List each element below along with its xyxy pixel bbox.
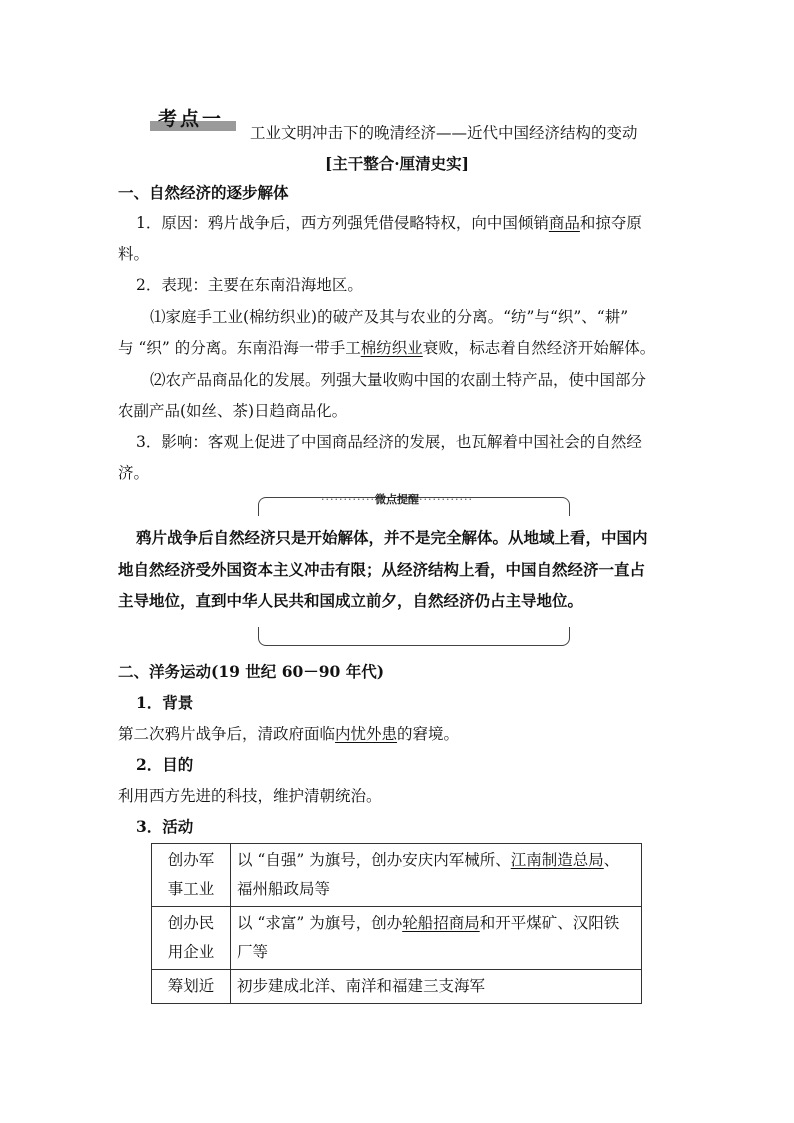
- paragraph-cause-cont: 料。: [118, 245, 150, 263]
- paragraph-commercialization-cont: 农副产品(如丝、茶)日趋商品化。: [118, 402, 348, 420]
- background-text: 第二次鸦片战争后，清政府面临内忧外患的窘境。: [118, 725, 460, 743]
- table-key-cell: 创办民 用企业: [152, 907, 231, 970]
- tip-label: ············微点提醒············: [321, 493, 473, 506]
- tip-line-2: 地自然经济受外国资本主义冲击有限；从经济结构上看，中国自然经济一直占: [118, 560, 646, 579]
- tip-box-bottom-border: [258, 627, 570, 646]
- goal-text: 利用西方先进的科技，维护清朝统治。: [118, 787, 382, 805]
- paragraph-cause: 1．原因：鸦片战争后，西方列强凭借侵略特权，向中国倾销商品和掠夺原: [136, 214, 642, 232]
- paragraph-handicraft-cont: 与 “织” 的分离。东南沿海一带手工棉纺织业衰败，标志着自然经济开始解体。: [118, 339, 656, 357]
- activities-table: [151, 843, 642, 1004]
- table-key-cell: 筹划近: [152, 970, 231, 1004]
- paragraph-manifest: 2．表现：主要在东南沿海地区。: [136, 276, 363, 294]
- paragraph-handicraft: ⑴家庭手工业(棉纺织业)的破产及其与农业的分离。“纺”与“织”、“耕”: [150, 308, 629, 326]
- table-value-cell: 以 “求富” 为旗号，创办轮船招商局和开平煤矿、汉阳铁 厂等: [231, 907, 642, 970]
- tip-line-1: 鸦片战争后自然经济只是开始解体，并不是完全解体。从地域上看，中国内: [136, 528, 648, 547]
- table-value-cell: 以 “自强” 为旗号，创办安庆内军械所、江南制造总局、 福州船政局等: [231, 844, 642, 907]
- section1-heading: 一、自然经济的逐步解体: [118, 183, 289, 202]
- table-row: [152, 844, 642, 907]
- activities-title: 3．活动: [136, 817, 194, 836]
- page-title: 工业文明冲击下的晚清经济——近代中国经济结构的变动: [250, 124, 638, 142]
- kaodian-badge: [150, 104, 236, 130]
- section2-heading: 二、洋务运动(19 世纪 60－90 年代): [118, 662, 385, 681]
- paragraph-impact: 3．影响：客观上促进了中国商品经济的发展，也瓦解着中国社会的自然经: [136, 433, 642, 451]
- paragraph-commercialization: ⑵农产品商品化的发展。列强大量收购中国的农副土特产品，使中国部分: [150, 371, 647, 389]
- goal-title: 2．目的: [136, 755, 194, 774]
- tip-line-3: 主导地位，直到中华人民共和国成立前夕，自然经济仍占主导地位。: [118, 591, 584, 610]
- page-subtitle: [主干整合·厘清史实]: [324, 154, 470, 173]
- kaodian-label: 考点一: [158, 108, 225, 130]
- table-value-cell: 初步建成北洋、南洋和福建三支海军: [231, 970, 642, 1004]
- table-row: [152, 907, 642, 970]
- paragraph-impact-cont: 济。: [118, 464, 150, 482]
- background-title: 1．背景: [136, 693, 194, 712]
- table-key-cell: 创办军 事工业: [152, 844, 231, 907]
- table-row: [152, 970, 642, 1004]
